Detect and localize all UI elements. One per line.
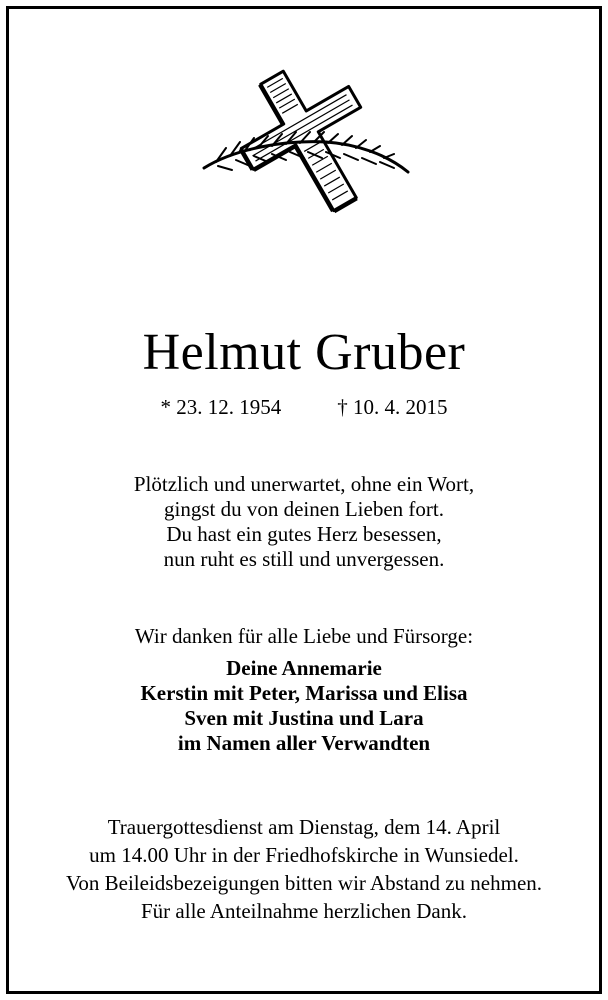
service-line: um 14.00 Uhr in der Friedhofskirche in Wunsiedel. bbox=[89, 843, 519, 867]
service-line: Von Beileidsbezeigungen bitten wir Abstand zu nehmen. bbox=[65, 871, 543, 895]
poem-line: Du hast ein gutes Herz besessen, bbox=[166, 522, 442, 546]
memorial-poem bbox=[0, 472, 608, 572]
mourners-list bbox=[0, 656, 608, 756]
poem-line: gingst du von deinen Lieben fort. bbox=[164, 497, 444, 521]
service-line: Trauergottesdienst am Dienstag, dem 14. April bbox=[107, 815, 501, 839]
cross-with-palm-branch-icon bbox=[196, 62, 412, 224]
service-line: Für alle Anteilnahme herzlichen Dank. bbox=[141, 899, 467, 923]
poem-line: Plötzlich und unerwartet, ohne ein Wort, bbox=[133, 472, 475, 496]
birth-date: * 23. 12. 1954 bbox=[160, 395, 282, 419]
mourner-line: Deine Annemarie bbox=[226, 656, 382, 680]
mourner-line: Kerstin mit Peter, Marissa und Elisa bbox=[140, 681, 468, 705]
deceased-name: Helmut Gruber bbox=[142, 324, 466, 381]
death-date: † 10. 4. 2015 bbox=[337, 395, 448, 419]
life-dates bbox=[0, 395, 608, 420]
mourner-line: im Namen aller Verwandten bbox=[177, 731, 431, 755]
poem-line: nun ruht es still und unvergessen. bbox=[163, 547, 445, 571]
thanks-line: Wir danken für alle Liebe und Fürsorge: bbox=[134, 624, 474, 648]
service-info bbox=[0, 813, 608, 925]
mourner-line: Sven mit Justina und Lara bbox=[184, 706, 424, 730]
